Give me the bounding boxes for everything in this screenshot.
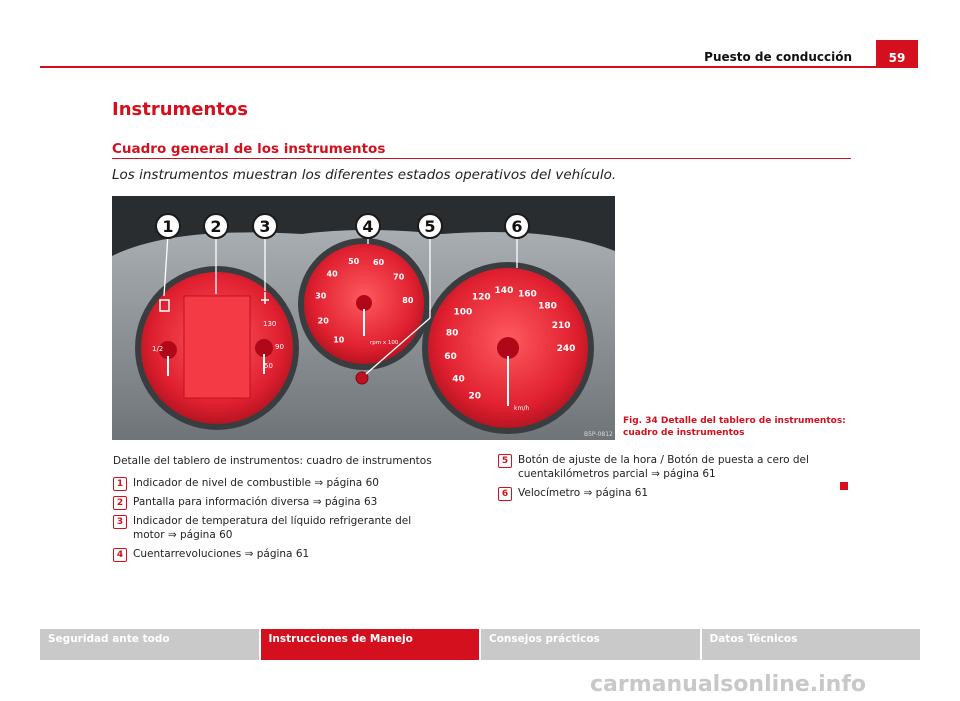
section-title: Puesto de conducción — [704, 50, 852, 64]
callout-number-1: 1 — [162, 217, 174, 236]
item-text: Cuentarrevoluciones ⇒ página 61 — [133, 548, 310, 560]
item-text: Indicador de nivel de combustible ⇒ página 60 — [133, 477, 379, 489]
item-text: Velocímetro ⇒ página 61 — [518, 487, 649, 499]
speed-tick-60: 60 — [444, 352, 457, 363]
speed-tick-80: 80 — [445, 328, 459, 339]
footer-tab-datos[interactable]: Datos Técnicos — [702, 629, 921, 660]
speed-tick-210: 210 — [551, 320, 571, 331]
legend-list-left — [113, 476, 433, 566]
section-subtitle: Cuadro general de los instrumentos — [112, 141, 386, 157]
item-number-badge: 6 — [498, 487, 512, 501]
item-text: Pantalla para información diversa ⇒ página 63 — [133, 496, 378, 508]
callout-number-6: 6 — [511, 217, 523, 236]
info-display — [184, 296, 250, 398]
list-item — [498, 486, 848, 500]
list-item — [113, 476, 433, 490]
legend-list-right — [498, 453, 848, 505]
figure-code: B5P-0812 — [584, 431, 613, 438]
rpm-tick-60: 60 — [372, 258, 385, 268]
speed-unit-label: km/h — [514, 405, 530, 412]
figure-caption: Fig. 34 Detalle del tablero de instrumentos: cuadro de instrumentos — [623, 416, 846, 438]
footer-nav — [40, 629, 920, 660]
subtitle-rule — [112, 158, 851, 159]
item-number-badge: 2 — [113, 496, 127, 510]
instrument-cluster-illustration — [112, 196, 615, 440]
list-item — [113, 547, 433, 561]
fuel-tick-half: 1/2 — [152, 345, 164, 353]
rpm-tick-70: 70 — [393, 272, 405, 282]
instrument-cluster-figure — [112, 196, 615, 440]
callout-number-2: 2 — [210, 217, 222, 236]
legend-lead-text: Detalle del tablero de instrumentos: cuadro de instrumentos — [113, 455, 432, 467]
speed-tick-40: 40 — [452, 374, 465, 385]
callout-number-5: 5 — [424, 217, 436, 236]
list-item — [498, 453, 848, 481]
temp-tick-130: 130 — [263, 320, 277, 328]
list-item — [113, 514, 433, 542]
footer-tab-seguridad[interactable]: Seguridad ante todo — [40, 629, 259, 660]
speed-tick-140: 140 — [494, 286, 514, 297]
rpm-unit-label: rpm x 100 — [370, 340, 399, 346]
rpm-tick-20: 20 — [317, 316, 329, 326]
header-rule — [40, 66, 918, 68]
item-text: Indicador de temperatura del líquido refrigerante del motor ⇒ página 60 — [133, 515, 412, 541]
page-title: Instrumentos — [112, 99, 248, 120]
rpm-tick-10: 10 — [333, 335, 345, 345]
item-number-badge: 1 — [113, 477, 127, 491]
speed-tick-160: 160 — [517, 289, 537, 300]
callout-number-3: 3 — [259, 217, 271, 236]
speed-tick-120: 120 — [471, 292, 491, 303]
callout-number-4: 4 — [362, 217, 374, 236]
speedo-needle-hub — [497, 337, 519, 359]
footer-tab-instrucciones[interactable]: Instrucciones de Manejo — [261, 629, 480, 660]
rpm-tick-50: 50 — [348, 256, 360, 266]
intro-text: Los instrumentos muestran los diferentes estados operativos del vehículo. — [112, 167, 617, 183]
speed-tick-240: 240 — [556, 344, 576, 354]
item-text: Botón de ajuste de la hora / Botón de puesta a cero del cuentakilómetros parcial ⇒ página 61 — [518, 454, 809, 480]
section-end-marker — [840, 482, 848, 490]
footer-tab-consejos[interactable]: Consejos prácticos — [481, 629, 700, 660]
watermark: carmanualsonline.info — [590, 672, 866, 697]
speed-tick-20: 20 — [468, 391, 481, 402]
temp-tick-50: 50 — [264, 362, 273, 370]
rpm-tick-80: 80 — [402, 295, 414, 305]
rpm-needle-hub — [356, 295, 372, 311]
temp-tick-90: 90 — [275, 343, 284, 351]
speed-tick-180: 180 — [538, 301, 557, 312]
item-number-badge: 4 — [113, 548, 127, 562]
rpm-tick-40: 40 — [326, 269, 338, 279]
list-item — [113, 495, 433, 509]
item-number-badge: 3 — [113, 515, 127, 529]
rpm-tick-30: 30 — [315, 291, 327, 301]
speed-tick-100: 100 — [453, 307, 473, 318]
item-number-badge: 5 — [498, 454, 512, 468]
page-number: 59 — [876, 40, 918, 68]
